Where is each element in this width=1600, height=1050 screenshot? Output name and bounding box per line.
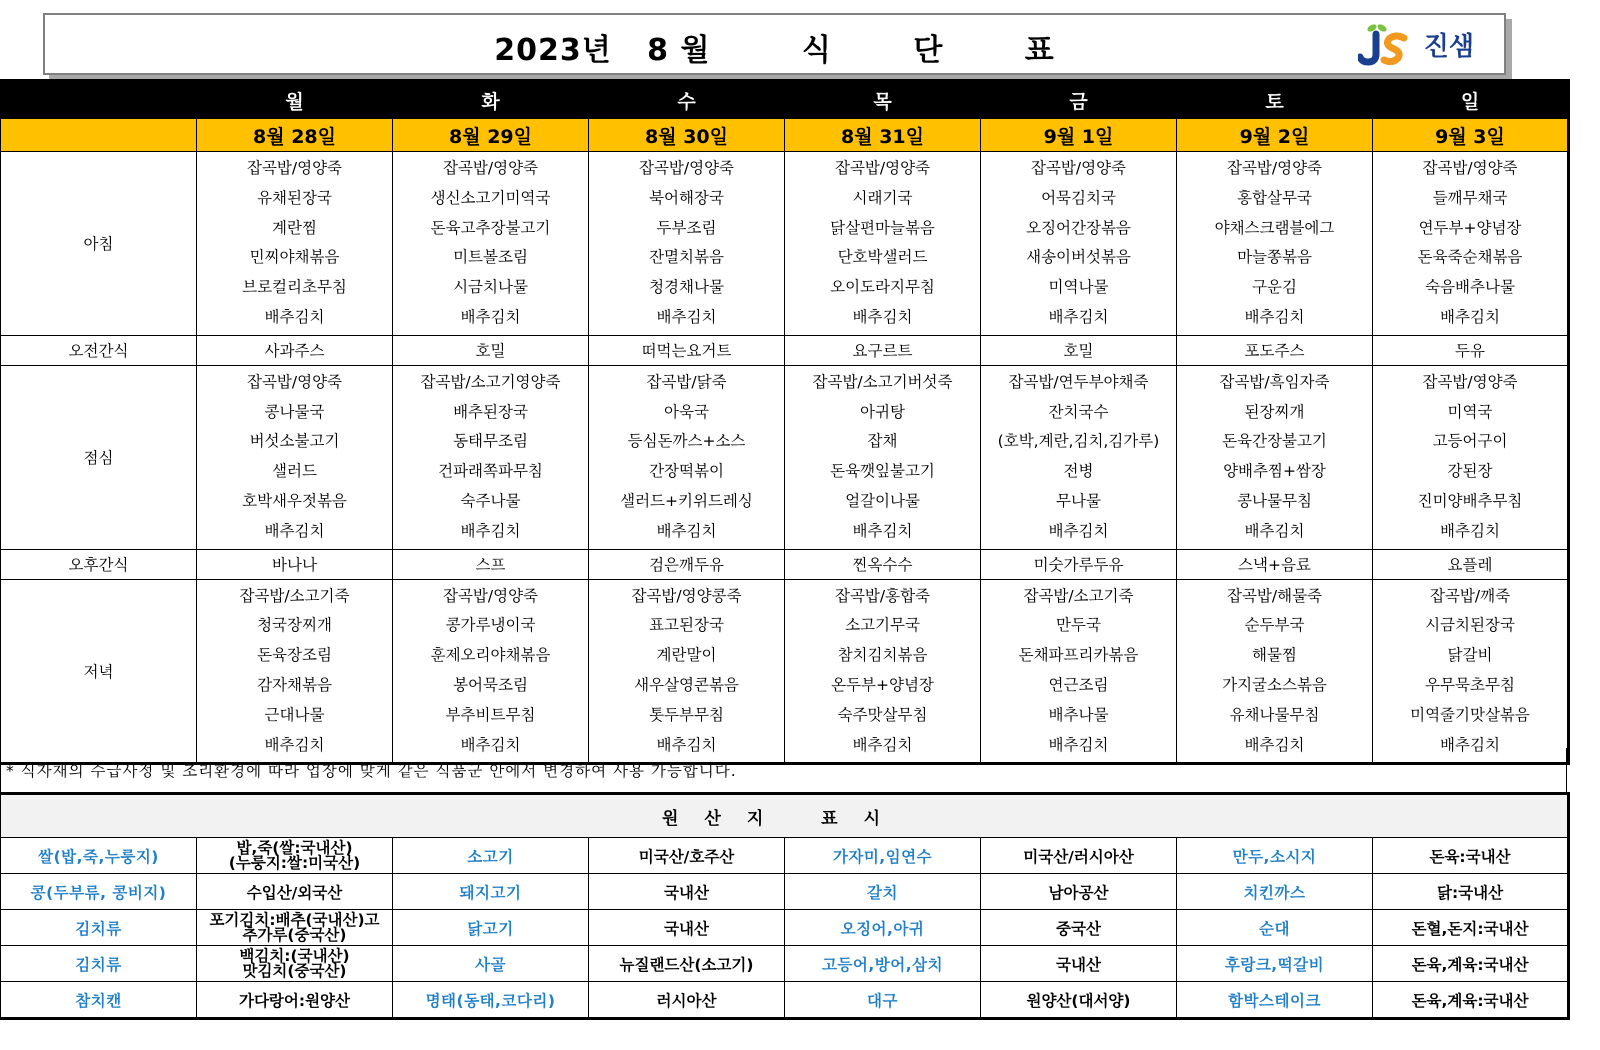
menu-item: 아귀탕 — [860, 402, 905, 421]
menu-item: 홍합살무국 — [1237, 188, 1312, 207]
menu-item: 배추김치 — [1244, 521, 1305, 540]
origin-country: 국내산 — [589, 910, 785, 946]
notice-text: * 식자재의 수급사정 및 조리환경에 따라 업장에 맞게 같은 식품군 안에서 변경하여 사용 가능합니다. — [0, 748, 1567, 794]
origin-item: 오징어,아귀 — [785, 910, 981, 946]
menu-item: 고등어구이 — [1432, 432, 1508, 451]
menu-item: 단호박샐러드 — [837, 248, 928, 267]
origin-country: 뉴질랜드산(소고기) — [589, 946, 785, 982]
menu-item: 간장떡볶이 — [649, 462, 724, 481]
breakfast-day-2 — [589, 152, 785, 336]
menu-item: 돈육간장불고기 — [1222, 432, 1327, 451]
dinner-day-0 — [197, 579, 393, 763]
date-fri: 9월 1일 — [981, 119, 1177, 152]
origin-country: 남아공산 — [981, 874, 1177, 910]
menu-item: 샐러드+키위드레싱 — [620, 491, 753, 510]
menu-item: 잡곡밥/영양죽 — [442, 586, 539, 605]
origin-table — [0, 794, 1568, 1018]
weekday-header-row — [1, 82, 1568, 119]
origin-row — [1, 874, 1568, 910]
menu-item: 브로컬리초무침 — [242, 278, 347, 297]
date-sun: 9월 3일 — [1373, 119, 1568, 152]
breakfast-day-0 — [197, 152, 393, 336]
lunch-day-0 — [197, 365, 393, 549]
breakfast-day-4 — [981, 152, 1177, 336]
breakfast-label: 아침 — [1, 152, 197, 336]
origin-item: 고등어,방어,삼치 — [785, 946, 981, 982]
weekday-sun: 일 — [1373, 82, 1568, 119]
menu-item: 잡곡밥/영양죽 — [442, 159, 539, 177]
menu-item: 호박새우젓볶음 — [242, 491, 347, 510]
snack-item: 호밀 — [393, 335, 589, 365]
menu-item: 잡곡밥/닭죽 — [646, 372, 727, 391]
dinner-label: 저녁 — [1, 579, 197, 763]
menu-item: 잡곡밥/소고기죽 — [1023, 586, 1134, 605]
menu-item: 잡곡밥/영양죽 — [246, 159, 343, 177]
menu-item: 잡곡밥/영양죽 — [1422, 159, 1518, 177]
origin-country: 돈혈,돈지:국내산 — [1373, 910, 1568, 946]
menu-item: 버섯소불고기 — [249, 432, 340, 451]
menu-item: 샐러드 — [272, 462, 317, 481]
origin-item: 김치류 — [1, 910, 197, 946]
menu-item: 잡곡밥/소고기영양죽 — [420, 372, 561, 391]
snack-item: 스낵+음료 — [1177, 549, 1373, 579]
menu-item: 우무묵초무침 — [1425, 675, 1515, 694]
menu-item: 계란찜 — [272, 218, 317, 237]
origin-country: 돈육,계육:국내산 — [1373, 946, 1568, 982]
origin-country: 원양산(대서양) — [981, 982, 1177, 1018]
menu-item: 잡곡밥/영양죽 — [638, 159, 735, 177]
menu-item: 유채된장국 — [257, 188, 332, 207]
menu-item: 잡곡밥/연두부야채죽 — [1008, 372, 1149, 391]
lunch-label: 점심 — [1, 365, 197, 549]
menu-item: 새우살영콘볶음 — [634, 675, 739, 694]
origin-item: 콩(두부류, 콩비지) — [1, 874, 197, 910]
menu-item: 숙주맛살무침 — [837, 705, 928, 724]
origin-country: 수입산/외국산 — [197, 874, 393, 910]
menu-item: 배추김치 — [264, 307, 325, 326]
lunch-day-6 — [1373, 365, 1568, 549]
menu-item: 콩나물무침 — [1237, 491, 1312, 510]
brand-name: 진샘 — [1423, 31, 1474, 62]
menu-item: 배추김치 — [460, 735, 521, 754]
menu-item: 시래기국 — [852, 188, 913, 207]
menu-item: 잡곡밥/영양죽 — [246, 372, 343, 391]
menu-item: 계란말이 — [656, 646, 717, 665]
origin-item: 쌀(밥,죽,누룽지) — [1, 838, 197, 874]
menu-item: 배추나물 — [1048, 705, 1109, 724]
origin-item: 김치류 — [1, 946, 197, 982]
origin-country: 가다랑어:원양산 — [197, 982, 393, 1018]
menu-item: 잡곡밥/깨죽 — [1429, 586, 1511, 605]
menu-item: 배추김치 — [264, 735, 325, 754]
origin-header: 원산지 표시 — [1, 795, 1568, 838]
menu-item: 잡곡밥/흑임자죽 — [1219, 372, 1330, 391]
dinner-row — [1, 579, 1568, 763]
origin-country: 밥,죽(쌀:국내산) (누룽지:쌀:미국산) — [197, 838, 393, 874]
menu-item: 배추김치 — [1440, 307, 1500, 326]
menu-item: 등심돈까스+소스 — [627, 432, 746, 451]
menu-item: 전병 — [1063, 462, 1094, 481]
am-snack-row — [1, 335, 1568, 365]
menu-item: 배추김치 — [1244, 307, 1305, 326]
menu-item: 표고된장국 — [649, 616, 724, 635]
menu-item: 연근조림 — [1048, 675, 1109, 694]
snack-item: 요구르트 — [785, 335, 981, 365]
origin-body — [1, 838, 1568, 1018]
snack-item: 바나나 — [197, 549, 393, 579]
menu-table — [0, 81, 1568, 763]
menu-item: 미역나물 — [1048, 278, 1109, 297]
pm-snack-label: 오후간식 — [1, 549, 197, 579]
origin-item: 명태(동태,코다리) — [393, 982, 589, 1018]
menu-item: 콩가루냉이국 — [445, 616, 536, 635]
origin-item: 치킨까스 — [1177, 874, 1373, 910]
menu-item: 톳두부무침 — [649, 705, 724, 724]
menu-item: 북어해장국 — [649, 188, 724, 207]
menu-item: 돈육장조림 — [257, 646, 332, 665]
pm-snack-row — [1, 549, 1568, 579]
origin-item: 소고기 — [393, 838, 589, 874]
origin-country: 중국산 — [981, 910, 1177, 946]
date-tue: 8월 29일 — [393, 119, 589, 152]
origin-item: 후랑크,떡갈비 — [1177, 946, 1373, 982]
menu-item: 배추김치 — [656, 307, 717, 326]
menu-item: 배추김치 — [656, 735, 717, 754]
date-thu: 8월 31일 — [785, 119, 981, 152]
menu-item: 콩나물국 — [264, 402, 325, 421]
title-char-1: 식 — [801, 33, 832, 68]
date-header-row — [1, 119, 1568, 152]
origin-row — [1, 946, 1568, 982]
dinner-day-4 — [981, 579, 1177, 763]
origin-item: 가자미,임연수 — [785, 838, 981, 874]
menu-item: 배추김치 — [1440, 521, 1500, 540]
menu-item: 배추김치 — [1244, 735, 1305, 754]
date-sat: 9월 2일 — [1177, 119, 1373, 152]
origin-item: 대구 — [785, 982, 981, 1018]
lunch-day-4 — [981, 365, 1177, 549]
menu-item: 훈제오리야채볶음 — [430, 646, 551, 665]
menu-item: 야채스크램블에그 — [1214, 218, 1335, 237]
origin-row — [1, 910, 1568, 946]
weekday-mon: 월 — [197, 82, 393, 119]
menu-item: 배추김치 — [852, 307, 913, 326]
title-char-2: 단 — [913, 33, 944, 68]
breakfast-day-1 — [393, 152, 589, 336]
snack-item: 두유 — [1373, 335, 1568, 365]
menu-item: 배추김치 — [852, 521, 913, 540]
origin-country: 러시아산 — [589, 982, 785, 1018]
menu-item: 오이도라지무침 — [830, 278, 935, 297]
snack-item: 호밀 — [981, 335, 1177, 365]
menu-item: 민찌야채볶음 — [249, 248, 340, 267]
origin-country: 국내산 — [981, 946, 1177, 982]
menu-item: 시금치나물 — [453, 278, 528, 297]
snack-item: 떠먹는요거트 — [589, 335, 785, 365]
menu-item: 생신소고기미역국 — [430, 188, 551, 207]
snack-item: 미숫가루두유 — [981, 549, 1177, 579]
origin-country: 국내산 — [589, 874, 785, 910]
snack-item: 검은깨두유 — [589, 549, 785, 579]
weekday-fri: 금 — [981, 82, 1177, 119]
menu-item: 만두국 — [1056, 616, 1101, 635]
lunch-day-5 — [1177, 365, 1373, 549]
breakfast-row — [1, 152, 1568, 336]
menu-item: 마늘쫑볶음 — [1237, 248, 1312, 267]
menu-item: 닭갈비 — [1447, 646, 1493, 665]
menu-item: 들깨무채국 — [1432, 188, 1508, 207]
menu-item: 잔멸치볶음 — [649, 248, 724, 267]
menu-item: 봉어묵조림 — [453, 675, 528, 694]
menu-item: 배추김치 — [460, 307, 521, 326]
snack-item: 포도주스 — [1177, 335, 1373, 365]
lunch-day-2 — [589, 365, 785, 549]
weekday-thu: 목 — [785, 82, 981, 119]
corner-cell — [1, 82, 197, 119]
menu-item: 청국장찌개 — [257, 616, 332, 635]
menu-item: 배추된장국 — [453, 402, 528, 421]
snack-item: 스프 — [393, 549, 589, 579]
menu-item: 동태무조림 — [453, 432, 528, 451]
origin-item: 돼지고기 — [393, 874, 589, 910]
lunch-day-3 — [785, 365, 981, 549]
menu-item: 배추김치 — [264, 521, 325, 540]
weekday-wed: 수 — [589, 82, 785, 119]
origin-item: 갈치 — [785, 874, 981, 910]
menu-item: 잡채 — [867, 432, 898, 451]
origin-country: 포기김치:배추(국내산)고 추가루(중국산) — [197, 910, 393, 946]
origin-country: 백김치:(국내산) 맛김치(중국산) — [197, 946, 393, 982]
brand-logo — [1358, 21, 1474, 67]
menu-item: 잡곡밥/영양콩죽 — [631, 586, 742, 605]
origin-row — [1, 838, 1568, 874]
origin-country: 돈육,계육:국내산 — [1373, 982, 1568, 1018]
menu-item: 무나물 — [1056, 491, 1101, 510]
menu-item: 감자채볶음 — [257, 675, 332, 694]
menu-item: 새송이버섯볶음 — [1026, 248, 1131, 267]
menu-item: 강된장 — [1447, 462, 1493, 481]
menu-item: 잡곡밥/영양죽 — [1422, 372, 1518, 391]
title-banner — [43, 13, 1506, 75]
menu-item: 소고기무국 — [845, 616, 920, 635]
menu-item: 숙음배추나물 — [1425, 278, 1515, 297]
menu-item: 유채나물무침 — [1229, 705, 1320, 724]
menu-item: 건파래쪽파무침 — [438, 462, 543, 481]
js-logo-icon — [1358, 22, 1420, 66]
menu-item: 잔치국수 — [1048, 402, 1109, 421]
dinner-day-5 — [1177, 579, 1373, 763]
menu-item: 잡곡밥/홍합죽 — [834, 586, 931, 605]
menu-item: 부추비트무침 — [445, 705, 536, 724]
menu-item: 미역국 — [1447, 402, 1493, 421]
origin-country: 미국산/호주산 — [589, 838, 785, 874]
title-char-3: 표 — [1024, 33, 1055, 68]
date-wed: 8월 30일 — [589, 119, 785, 152]
origin-header-row — [1, 795, 1568, 838]
dinner-day-2 — [589, 579, 785, 763]
menu-item: 잡곡밥/영양죽 — [1226, 159, 1323, 177]
menu-item: 돈육깻잎불고기 — [830, 462, 935, 481]
menu-item: 잡곡밥/영양죽 — [1030, 159, 1127, 177]
weekday-sat: 토 — [1177, 82, 1373, 119]
origin-item: 만두,소시지 — [1177, 838, 1373, 874]
breakfast-day-3 — [785, 152, 981, 336]
page-title — [45, 25, 1504, 69]
menu-item: 숙주나물 — [460, 491, 521, 510]
menu-item: 미트볼조림 — [453, 248, 528, 267]
menu-item: 잡곡밥/소고기죽 — [239, 586, 350, 605]
lunch-day-1 — [393, 365, 589, 549]
snack-item: 찐옥수수 — [785, 549, 981, 579]
origin-country: 돈육:국내산 — [1373, 838, 1568, 874]
lunch-row — [1, 365, 1568, 549]
breakfast-day-5 — [1177, 152, 1373, 336]
menu-item: 닭살편마늘볶음 — [830, 218, 935, 237]
menu-item: 두부조림 — [656, 218, 717, 237]
weekday-tue: 화 — [393, 82, 589, 119]
menu-item: 온두부+양념장 — [831, 675, 934, 694]
menu-item: 근대나물 — [264, 705, 325, 724]
origin-item: 사골 — [393, 946, 589, 982]
menu-item: 돈채파프리카볶음 — [1018, 646, 1139, 665]
menu-item: 잡곡밥/소고기버섯죽 — [812, 372, 953, 391]
origin-item: 닭고기 — [393, 910, 589, 946]
menu-item: 청경채나물 — [649, 278, 724, 297]
menu-item: 미역줄기맛살볶음 — [1410, 705, 1530, 724]
snack-item: 사과주스 — [197, 335, 393, 365]
dinner-day-6 — [1373, 579, 1568, 763]
menu-item: 돈육고추장불고기 — [430, 218, 551, 237]
menu-item: 가지굴소스볶음 — [1222, 675, 1327, 694]
origin-item: 함박스테이크 — [1177, 982, 1373, 1018]
menu-item: 얼갈이나물 — [845, 491, 920, 510]
menu-item: 시금치된장국 — [1425, 616, 1515, 635]
menu-item: 배추김치 — [656, 521, 717, 540]
menu-item: 양배추찜+쌈장 — [1223, 462, 1326, 481]
menu-item: 된장찌개 — [1244, 402, 1305, 421]
menu-item: 오징어간장볶음 — [1026, 218, 1131, 237]
menu-item: 배추김치 — [1048, 307, 1109, 326]
menu-item: 어묵김치국 — [1041, 188, 1116, 207]
menu-item: 아욱국 — [664, 402, 709, 421]
origin-row — [1, 982, 1568, 1018]
am-snack-label: 오전간식 — [1, 335, 197, 365]
menu-item: 배추김치 — [852, 735, 913, 754]
menu-item: 진미양배추무침 — [1417, 491, 1523, 510]
menu-item: 해물찜 — [1252, 646, 1297, 665]
origin-country: 닭:국내산 — [1373, 874, 1568, 910]
dinner-day-1 — [393, 579, 589, 763]
menu-item: 배추김치 — [1048, 521, 1109, 540]
breakfast-day-6 — [1373, 152, 1568, 336]
origin-item: 순대 — [1177, 910, 1373, 946]
menu-item: 잡곡밥/영양죽 — [834, 159, 931, 177]
dinner-day-3 — [785, 579, 981, 763]
menu-item: 구운김 — [1252, 278, 1297, 297]
menu-item: 순두부국 — [1244, 616, 1305, 635]
title-month: 8 월 — [647, 33, 711, 68]
menu-item: 배추김치 — [1440, 735, 1500, 754]
title-year: 2023년 — [494, 33, 612, 68]
menu-item: 연두부+양념장 — [1418, 218, 1522, 237]
origin-country: 미국산/러시아산 — [981, 838, 1177, 874]
menu-item: 배추김치 — [1048, 735, 1109, 754]
date-mon: 8월 28일 — [197, 119, 393, 152]
origin-item: 참치캔 — [1, 982, 197, 1018]
menu-item: 돈육죽순채볶음 — [1417, 248, 1523, 267]
date-corner-cell — [1, 119, 197, 152]
menu-item: 배추김치 — [460, 521, 521, 540]
menu-item: 참치김치볶음 — [837, 646, 928, 665]
snack-item: 요플레 — [1373, 549, 1568, 579]
menu-item: (호박,계란,김치,김가루) — [997, 432, 1160, 451]
menu-item: 잡곡밥/해물죽 — [1226, 586, 1323, 605]
